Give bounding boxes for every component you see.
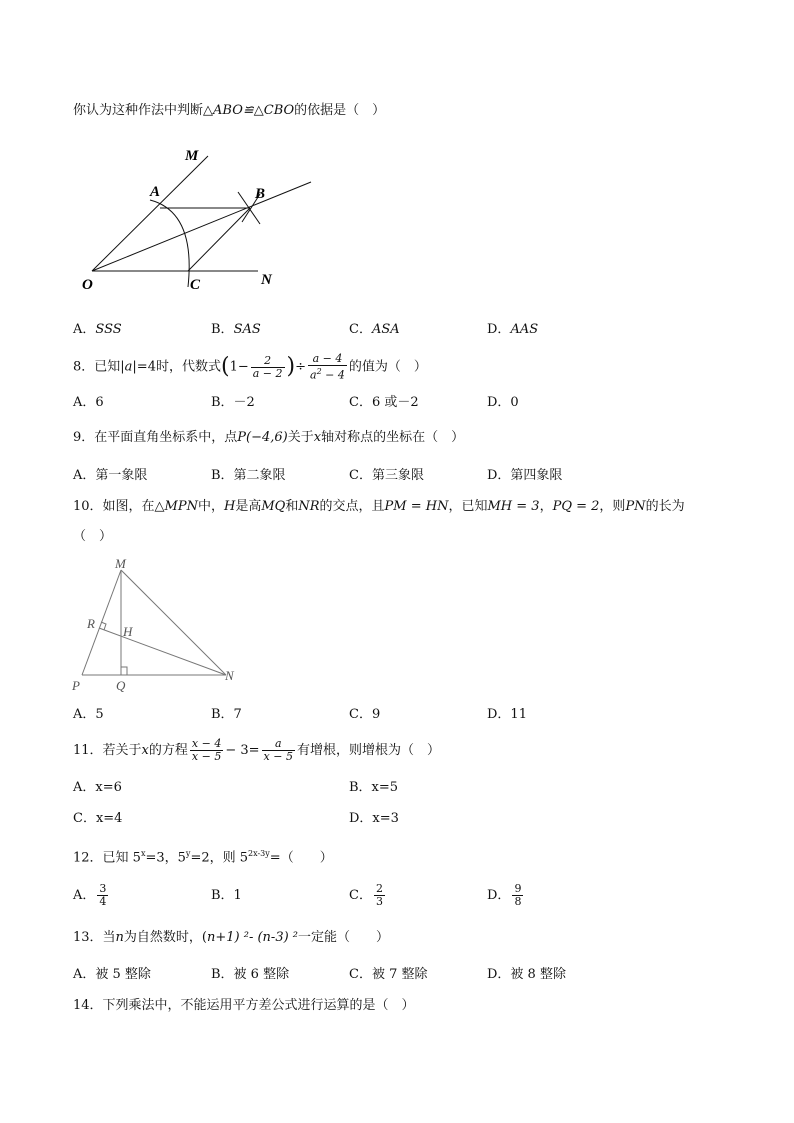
q10-label-H: H (123, 624, 133, 639)
q7-option-b[interactable]: B．SAS (211, 322, 261, 337)
q10-label-M: M (115, 558, 126, 571)
q10-option-c[interactable]: C．9 (349, 707, 381, 722)
q7-label-O: O (82, 277, 93, 293)
q7-option-d[interactable]: D．AAS (487, 322, 539, 337)
q7-option-c[interactable]: C．ASA (349, 322, 400, 337)
q8-option-a[interactable]: A．6 (73, 395, 104, 410)
q8-option-d[interactable]: D．0 (487, 395, 519, 410)
q11-option-a[interactable]: A．x=6 (73, 780, 122, 795)
q12-option-c[interactable]: C． $\frac{2}{3}$ (349, 882, 383, 908)
q8-fraction-2: $\frac{a - 4}{a^2 - 4}$ (310, 351, 345, 382)
q9-option-c[interactable]: C．第三象限 (349, 468, 424, 483)
q10-label-P: P (72, 678, 80, 693)
q12-stem: 12．已知 $5^x=3$，$5^y=2$，则 $5^{2x-3y}=$（ ） (73, 849, 333, 866)
q7-option-a[interactable]: A．SSS (73, 322, 122, 337)
q10-stem-line2: （ ） (73, 529, 113, 544)
q13-option-a[interactable]: A．被 5 整除 (73, 967, 151, 982)
q12-option-d[interactable]: D． $\frac{9}{8}$ (487, 882, 522, 908)
q10-label-N: N (225, 668, 234, 683)
q11-option-b[interactable]: B．x=5 (349, 780, 399, 795)
q14-stem: 14．下列乘法中，不能运用平方差公式进行运算的是（ ） (73, 998, 415, 1013)
q10-option-b[interactable]: B．7 (211, 707, 242, 722)
q7-stem: 你认为这种作法中判断△ABO≌△CBO的依据是（ ） (73, 103, 386, 118)
q12-option-b[interactable]: B．1 (211, 888, 242, 903)
q9-option-d[interactable]: D．第四象限 (487, 468, 563, 483)
q13-stem: 13．当n为自然数时，(n+1) ²- (n-3) ²一定能（ ） (73, 930, 390, 945)
q8-fraction-1: $\frac{2}{a - 2}$ (252, 353, 283, 380)
q13-option-c[interactable]: C．被 7 整除 (349, 967, 428, 982)
q8-option-c[interactable]: C．6 或－2 (349, 395, 419, 410)
q7-label-C: C (190, 277, 201, 293)
q7-label-M: M (185, 148, 199, 164)
q13-option-d[interactable]: D．被 8 整除 (487, 967, 566, 982)
q9-option-a[interactable]: A．第一象限 (73, 468, 148, 483)
q7-label-N: N (261, 272, 272, 288)
q8-option-b[interactable]: B．－2 (211, 395, 255, 410)
q12-option-a[interactable]: A． $\frac{3}{4}$ (73, 882, 107, 908)
q13-option-b[interactable]: B．被 6 整除 (211, 967, 290, 982)
q11-fraction-1: $\frac{x - 4}{x - 5}$ (191, 737, 222, 763)
q10-option-d[interactable]: D．11 (487, 707, 527, 722)
q11-option-d[interactable]: D．x=3 (349, 811, 399, 826)
q9-stem: 9．在平面直角坐标系中，点P(−4,6)关于x轴对称点的坐标在（ ） (73, 430, 465, 445)
q10-option-a[interactable]: A．5 (73, 707, 104, 722)
q7-figure (78, 142, 323, 297)
q8-stem: 8．已知|a|=4时，代数式(1− $\frac{2}{a - 2}$ )÷ $\frac{a - 4}{a^2 - 4}$ 的值为（ ） (73, 351, 427, 382)
q11-stem: 11．若关于x的方程 $\frac{x - 4}{x - 5}$ − 3= $\frac{a}{x - 5}$ 有增根，则增根为（ ） (73, 737, 440, 763)
q7-label-A: A (150, 184, 161, 200)
q10-label-Q: Q (116, 678, 126, 693)
q11-option-c[interactable]: C．x=4 (73, 811, 123, 826)
q10-label-R: R (87, 616, 95, 631)
q7-label-B: B (255, 186, 266, 202)
q10-stem: 10．如图，在△MPN中，H是高MQ和NR的交点，且PM = HN，已知MH = 3，PQ = 2，则PN的长为 (73, 499, 685, 514)
q11-fraction-2: $\frac{a}{x - 5}$ (263, 737, 293, 763)
q10-figure (66, 558, 246, 698)
q9-option-b[interactable]: B．第二象限 (211, 468, 286, 483)
